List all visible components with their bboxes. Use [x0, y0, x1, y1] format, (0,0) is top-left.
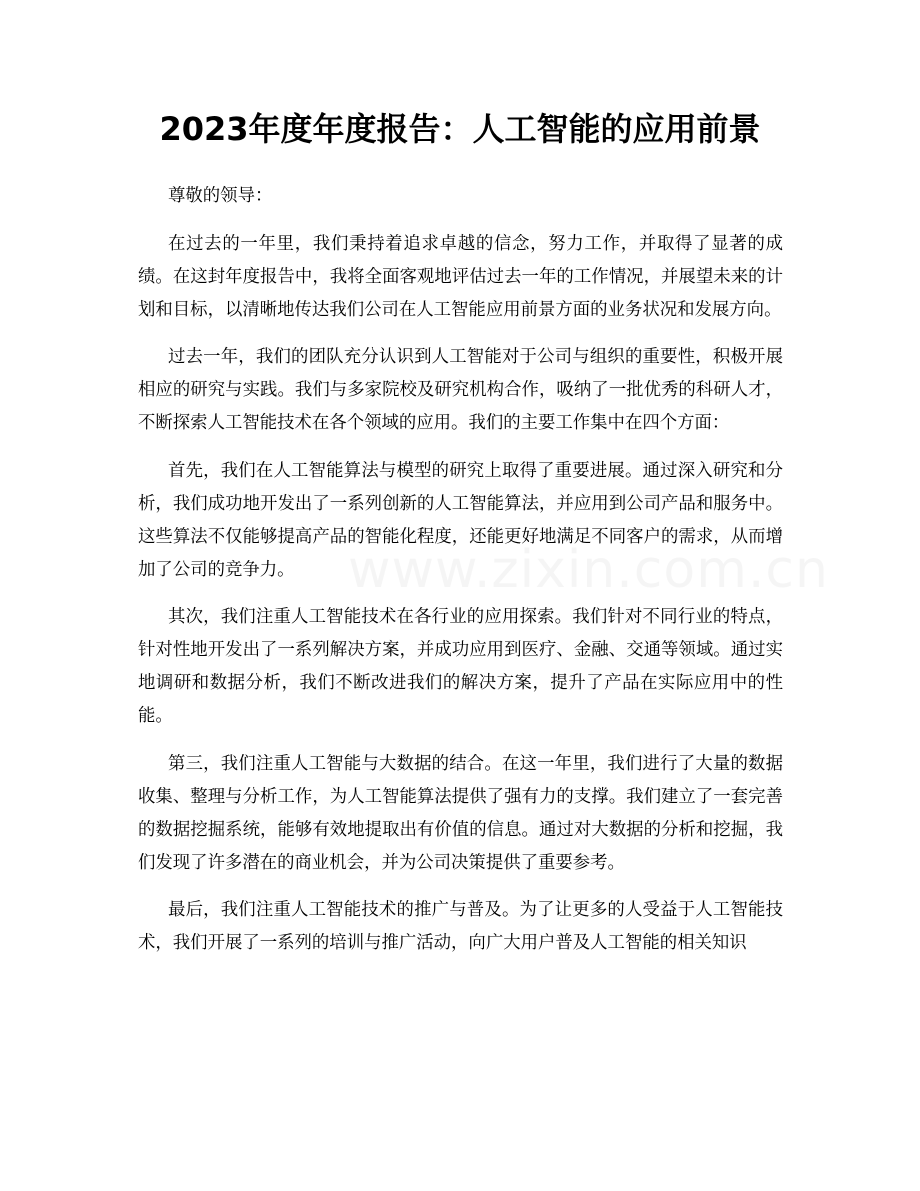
paragraph-last: 最后，我们注重人工智能技术的推广与普及。为了让更多的人受益于人工智能技术，我们开展了一系列的培训与推广活动，向广大用户普及人工智能的相关知识 — [138, 900, 783, 953]
paragraph-first: 首先，我们在人工智能算法与模型的研究上取得了重要进展。通过深入研究和分析，我们成功地开发出了一系列创新的人工智能算法，并应用到公司产品和服务中。这些算法不仅能够提高产品的智能化程度，还能更好地满足不同客户的需求，从而增加了公司的竞争力。 — [138, 460, 783, 580]
paragraph-third: 第三，我们注重人工智能与大数据的结合。在这一年里，我们进行了大量的数据收集、整理与分析工作，为人工智能算法提供了强有力的支撑。我们建立了一套完善的数据挖掘系统，能够有效地提取出有价值的信息。通过对大数据的分析和挖掘，我们发现了许多潜在的商业机会，并为公司决策提供了重要参考。 — [138, 753, 783, 873]
paragraph-overview: 过去一年，我们的团队充分认识到人工智能对于公司与组织的重要性，积极开展相应的研究与实践。我们与多家院校及研究机构合作，吸纳了一批优秀的科研人才，不断探索人工智能技术在各个领域的应用。我们的主要工作集中在四个方面： — [138, 347, 783, 433]
paragraph-intro: 在过去的一年里，我们秉持着追求卓越的信念，努力工作，并取得了显著的成绩。在这封年度报告中，我将全面客观地评估过去一年的工作情况，并展望未来的计划和目标，以清晰地传达我们公司在人工智能应用前景方面的业务状况和发展方向。 — [138, 233, 783, 320]
document-body — [138, 180, 783, 975]
paragraph-second: 其次，我们注重人工智能技术在各行业的应用探索。我们针对不同行业的特点，针对性地开发出了一系列解决方案，并成功应用到医疗、金融、交通等领域。通过实地调研和数据分析，我们不断改进我们的解决方案，提升了产品在实际应用中的性能。 — [138, 607, 783, 726]
document-title: 2023年度年度报告：人工智能的应用前景 — [159, 110, 761, 148]
watermark: www.zixin.com.cn — [348, 540, 829, 600]
salutation: 尊敬的领导： — [168, 186, 273, 206]
